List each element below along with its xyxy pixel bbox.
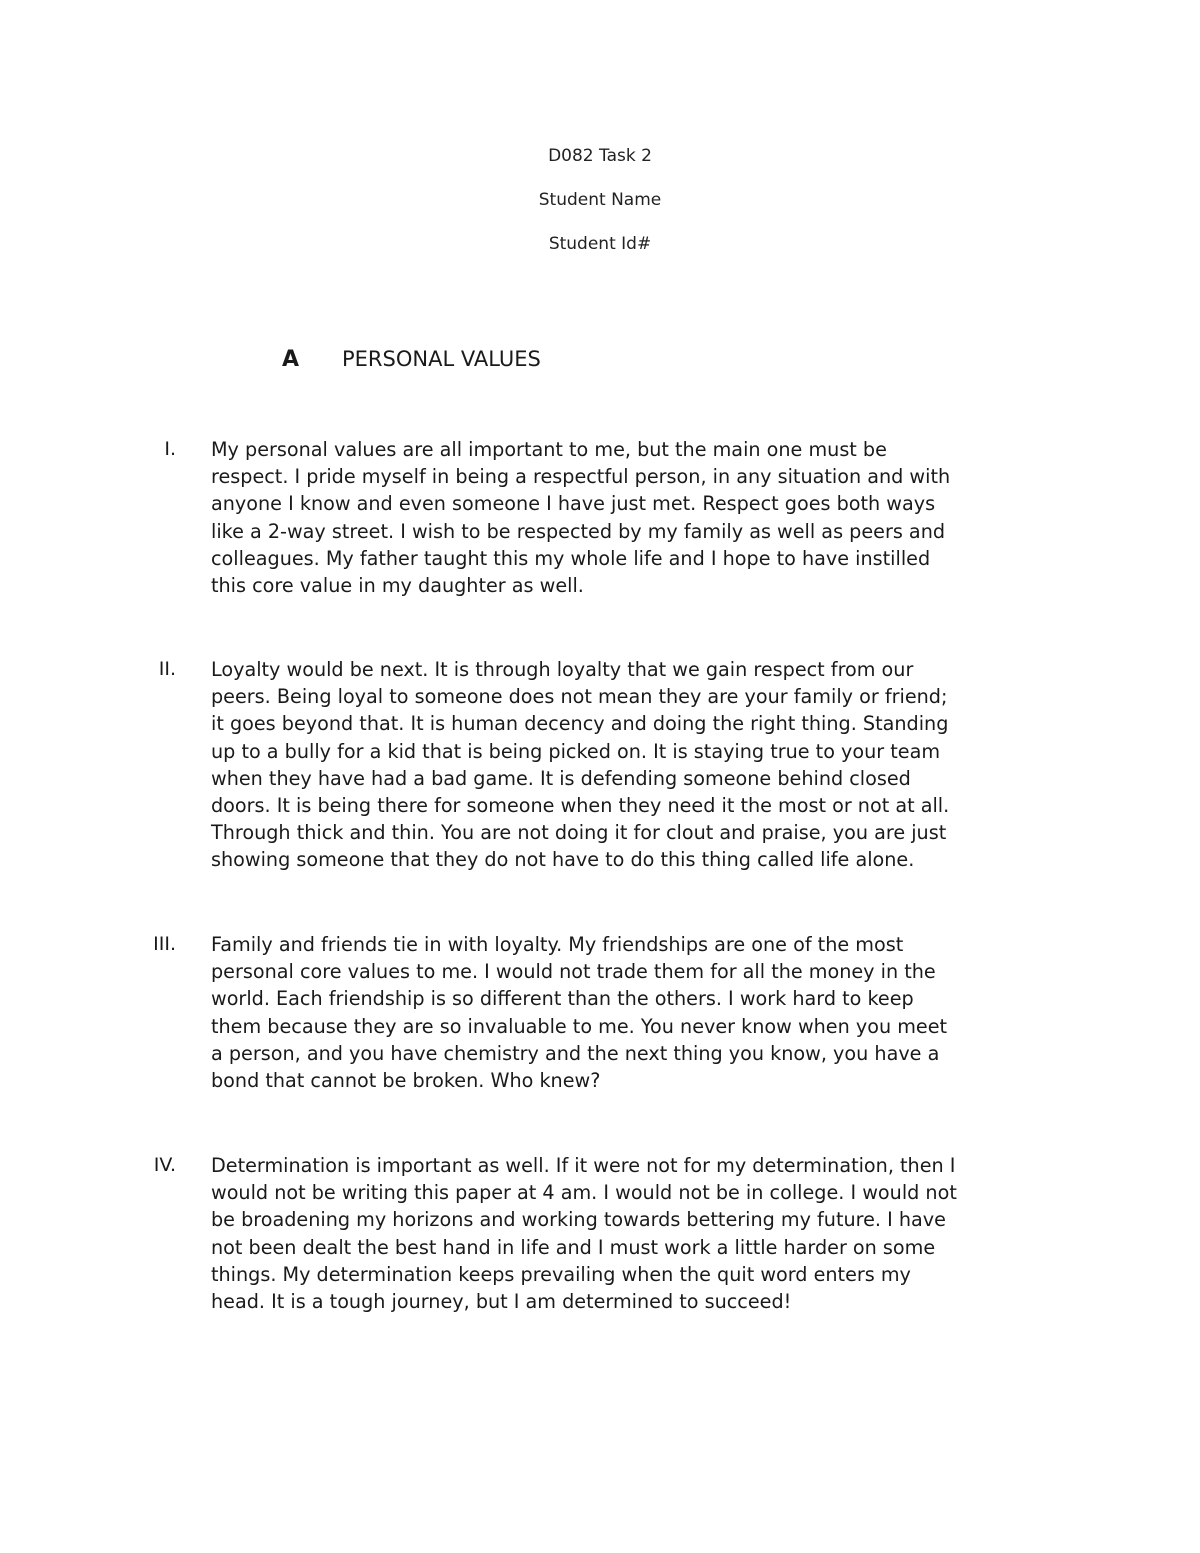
student-name: Student Name: [538, 190, 662, 210]
section-letter: A: [282, 347, 300, 372]
list-item-text: My personal values are all important to me, but the main one must be respect. I pride myself in being a respectful person, in any situation and with anyone I know and even someone I have just met. Respect goes both ways like a 2-way street. I wish to be respected by my family as well as peers and colleagues. My father taught this my whole life and I hope to have instilled this core value in my daughter as well.: [211, 438, 951, 598]
list-item-text: Loyalty would be next. It is through loyalty that we gain respect from our peers. Being loyal to someone does not mean they are your family or friend; it goes beyond that. It is human decency and doing the right thing. Standing up to a bully for a kid that is being picked on. It is staying true to your team when they have had a bad game. It is defending someone behind closed doors. It is being there for someone when they need it the most or not at all. Through thick and thin. You are not doing it for clout and praise, you are just showing someone that they do not have to do this thing called life alone.: [211, 658, 950, 872]
list-item-numeral: I.: [164, 438, 176, 460]
list-item-numeral: II.: [158, 658, 176, 680]
list-item-text: Determination is important as well. If it were not for my determination, then I would not be writing this paper at 4 am. I would not be in college. I would not be broadening my horizons and working towards bettering my future. I have not been dealt the best hand in life and I must work a little harder on some things. My determination keeps prevailing when the quit word enters my head. It is a tough journey, but I am determined to succeed!: [211, 1154, 957, 1314]
list-item-numeral: III.: [153, 933, 176, 955]
list-item-numeral: IV.: [153, 1154, 176, 1176]
list-item-text: Family and friends tie in with loyalty. My friendships are one of the most personal core values to me. I would not trade them for all the money in the world. Each friendship is so different than the others. I work hard to keep them because they are so invaluable to me. You never know when you meet a person, and you have chemistry and the next thing you know, you have a bond that cannot be broken. Who knew?: [211, 933, 948, 1093]
task-title: D082 Task 2: [548, 146, 652, 166]
student-id: Student Id#: [548, 234, 652, 254]
section-heading: [282, 347, 541, 372]
section-title: PERSONAL VALUES: [342, 347, 541, 371]
